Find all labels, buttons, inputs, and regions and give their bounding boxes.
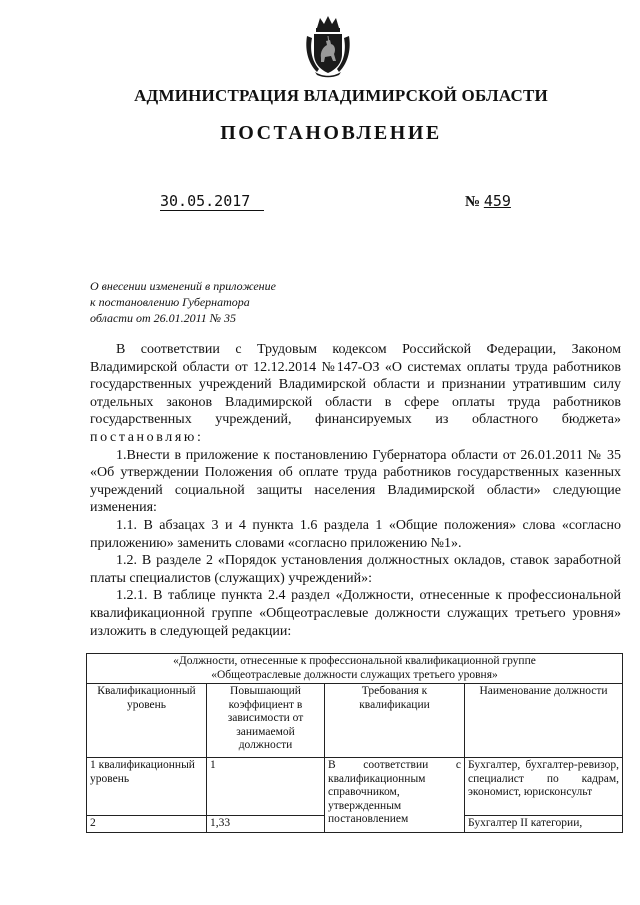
subject-line: области от 26.01.2011 № 35: [90, 311, 237, 325]
table-caption-row: [87, 654, 623, 684]
body-paragraph-1-2: 1.2. В разделе 2 «Порядок установления должностных окладов, ставок заработной платы специалистов (служащих) учреждений»:: [90, 553, 621, 586]
intro-text: В соответствии с Трудовым кодексом Российской Федерации, Законом Владимирской области от 12.12.2014 №147-ОЗ «О системах оплаты труда работников государственных учреждений Владимирской области и признании утратившим силу отдельных законов Владимирской области в сфере оплаты труда работников государственных учреждений, финансируемых из областного бюджета»: [90, 342, 621, 428]
body-paragraph-1-2-1: 1.2.1. В таблице пункта 2.4 раздел «Должности, отнесенные к профессиональной квалификационной группе «Общеотраслевые должности служащих третьего уровня» изложить в следующей редакции:: [90, 588, 621, 639]
subject-line: О внесении изменений в приложение: [90, 279, 276, 293]
table-cell-positions: Бухгалтер, бухгалтер-ревизор, специалист по кадрам, экономист, юрисконсульт: [465, 758, 623, 816]
body-paragraph-1: 1.Внести в приложение к постановлению Губернатора области от 26.01.2011 № 35 «Об утверждении Положения об оплате труда работников государственных казенных учреждений социальной защиты населения Владимирской области» следующие изменения:: [90, 447, 621, 516]
table-header-cell: Повышающий коэффициент в зависимости от занимаемой должности: [207, 684, 325, 758]
document-body: [90, 341, 621, 640]
table-row: [87, 758, 623, 816]
table-cell-coefficient: 1,33: [207, 816, 325, 833]
caption-line: «Должности, отнесенные к профессиональной квалификационной группе: [173, 655, 536, 667]
body-paragraph-1-1: 1.1. В абзацах 3 и 4 пункта 1.6 раздела 1 «Общие положения» слова «согласно приложению» заменить словами «согласно приложению №1».: [90, 517, 621, 551]
table-header-cell: Требования к квалификации: [325, 684, 465, 758]
subject-block: [90, 278, 276, 326]
table-header-cell: Квалификационный уровень: [87, 684, 207, 758]
document-number: [465, 192, 525, 211]
body-paragraph-intro: [90, 341, 621, 447]
table-header-cell: Наименование должности: [465, 684, 623, 758]
document-type-title: ПОСТАНОВЛЕНИЕ: [220, 122, 442, 144]
coat-of-arms-emblem: [303, 14, 353, 78]
table-header-row: [87, 684, 623, 758]
table-caption: [87, 654, 623, 684]
caption-line: «Общеотраслевые должности служащих третьего уровня»: [211, 668, 498, 681]
table-cell-level: 1 квалификационный уровень: [87, 758, 207, 816]
table-cell-coefficient: 1: [207, 758, 325, 816]
positions-table: [86, 653, 623, 833]
number-value: 459: [483, 192, 511, 210]
table-cell-positions: Бухгалтер II категории,: [465, 816, 623, 833]
number-label: №: [465, 194, 481, 210]
table-cell-requirements: В соответствии с квалификационным справочником, утвержденным постановлением: [325, 758, 465, 833]
subject-line: к постановлению Губернатора: [90, 295, 250, 309]
organization-title: АДМИНИСТРАЦИЯ ВЛАДИМИРСКОЙ ОБЛАСТИ: [134, 86, 548, 105]
table-cell-level: 2: [87, 816, 207, 833]
document-date: 30.05.2017: [160, 192, 264, 211]
decree-word: постановляю:: [90, 429, 204, 445]
